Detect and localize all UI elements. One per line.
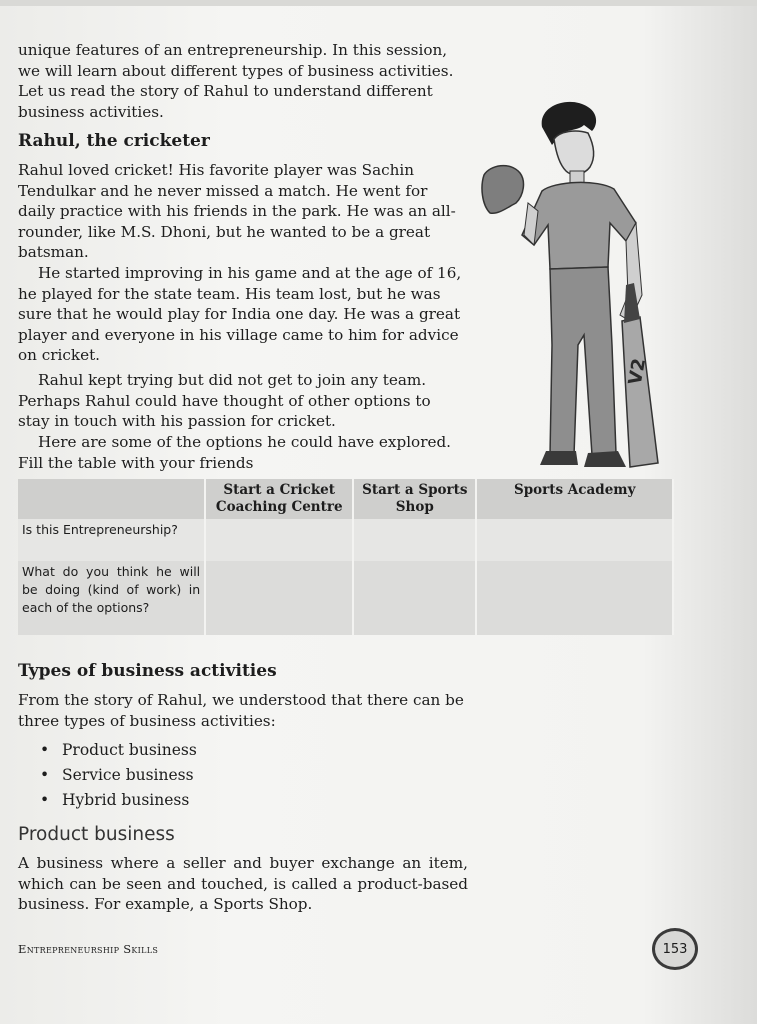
story-paragraph-2: He started improving in his game and at the age of 16, he played for the state team. His team lost, but he was sure that he would play for India one day. He was a great player and everyone in his village came to him for advice on cricket. xyxy=(18,264,462,364)
table-answer-cell xyxy=(353,561,476,635)
list-item: • Hybrid business xyxy=(40,788,197,813)
table-question-cell: What do you think he will be doing (kind of work) in each of the options? xyxy=(18,561,205,635)
table-answer-cell xyxy=(476,561,673,635)
business-types-list xyxy=(40,738,197,813)
options-table xyxy=(18,479,674,635)
list-item: • Product business xyxy=(40,738,197,763)
page-number xyxy=(652,928,698,970)
table-answer-cell xyxy=(205,561,353,635)
table-answer-cell xyxy=(353,519,476,561)
book-title-footer: Entrepreneurship Skills xyxy=(18,942,159,956)
list-item: • Service business xyxy=(40,763,197,788)
table-header-row xyxy=(18,479,673,519)
table-header-cell: Start a Cricket Coaching Centre xyxy=(205,479,353,519)
page-top-edge xyxy=(0,0,757,6)
table-header-cell: Start a Sports Shop xyxy=(353,479,476,519)
table-header-cell xyxy=(18,479,205,519)
table-row xyxy=(18,561,673,635)
table-answer-cell xyxy=(205,519,353,561)
story-paragraph-4: Here are some of the options he could have explored. Fill the table with your friends xyxy=(18,433,451,472)
story-paragraph-1: Rahul loved cricket! His favorite player was Sachin Tendulkar and he never missed a match. He went for daily practice with his friends in the park. He was an all-rounder, like M.S. Dhoni, but he wanted to be a great batsman. xyxy=(18,161,456,261)
section-heading-rahul: Rahul, the cricketer xyxy=(18,131,210,151)
intro-paragraph: unique features of an entrepreneurship. In this session, we will learn about different types of business activities. Let us read the story of Rahul to understand different business activities. xyxy=(18,41,454,121)
types-intro-paragraph: From the story of Rahul, we understood that there can be three types of business activities: xyxy=(18,691,464,730)
page-number-label: 153 xyxy=(662,941,688,957)
table-row xyxy=(18,519,673,561)
product-business-paragraph: A business where a seller and buyer exchange an item, which can be seen and touched, is called a product-based business. For example, a Sports Shop. xyxy=(18,854,468,913)
svg-text:V2: V2 xyxy=(624,356,651,387)
table-header-cell: Sports Academy xyxy=(476,479,673,519)
cricketer-illustration xyxy=(480,95,670,473)
subheading-product-business: Product business xyxy=(18,824,175,845)
table-answer-cell xyxy=(476,519,673,561)
story-paragraph-3: Rahul kept trying but did not get to join any team. Perhaps Rahul could have thought of other options to stay in touch with his passion for cricket. xyxy=(18,371,431,430)
section-heading-types: Types of business activities xyxy=(18,661,277,681)
table-question-cell: Is this Entrepreneurship? xyxy=(18,519,205,561)
